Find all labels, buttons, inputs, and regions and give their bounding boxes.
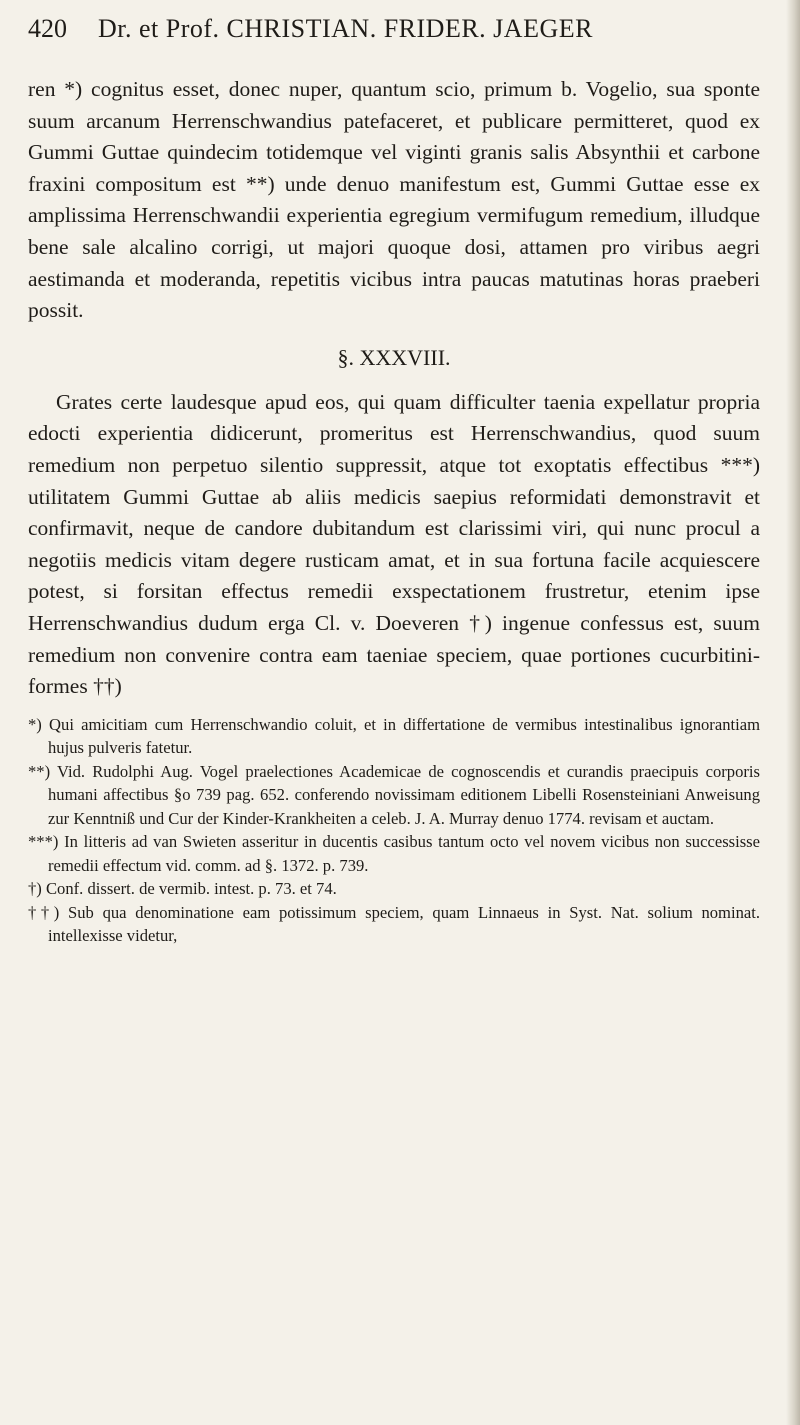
footnotes — [28, 713, 760, 948]
footnote: *) Qui amicitiam cum Herrenschwandio coluit, et in differtatione de vermibus intestinalibus ignorantiam hujus pulveris fatetur. — [28, 714, 760, 758]
footnote: ***) In litteris ad van Swieten asseritur in ducentis casibus tantum octo vel novem vicibus non successisse remedii effectum vid. comm. ad §. 1372. p. 739. — [28, 832, 760, 875]
paragraph-continuation: ren *) cognitus esset, donec nuper, quantum scio, primum b. Vogelio, sua sponte suum arcanum Herrenschwandius patefaceret, et publicare permitteret, quod ex Gummi Guttae quindecim totidemque vel viginti granis salis Absynthii et carbone fraxini compositum est **) unde denuo manifestum est, Gummi Guttae esse ex amplissima Herrenschwandii experientia egregium vermifugum remedium, illudque bene sale alcalino corrigi, ut majori quoque dosi, attamen pro viribus aegri aestimanda et moderanda, repetitis vicibus intra paucas matutinas horas praeberi possit. — [28, 77, 760, 323]
footnote: †) Conf. dissert. de vermib. intest. p. 73. et 74. — [28, 879, 337, 899]
main-text — [28, 74, 760, 703]
running-header — [28, 14, 760, 58]
running-title: Dr. et Prof. CHRISTIAN. FRIDER. JAEGER — [98, 14, 593, 43]
paragraph: Grates certe laudesque apud eos, qui quam difficulter taenia expellatur propria edocti experientia didicerunt, promeritus est Herrenschwandius, quod suum remedium non perpetuo silentio suppressit, atque tot exoptatis effectibus ***) utilitatem Gummi Guttae ab aliis medicis saepius reformidati demonstravit et confirmavit, neque de candore dubitandum est clarissimi viri, qui nunc procul a negotiis medicis vitam degere rusticam amat, et in sua fortuna facile acquiescere potest, si forsitan effectus remedii exspectationem frustretur, etenim ipse Herrenschwandius dudum erga Cl. v. Doeveren †) ingenue confessus est, suum remedium non convenire contra eam taeniae speciem, quae portiones cucurbitini-formes ††) — [28, 389, 760, 699]
page-edge-shadow — [786, 0, 800, 1425]
page-number: 420 — [28, 14, 67, 43]
section-heading: §. XXXVIII. — [337, 344, 451, 370]
footnote: ††) Sub qua denominatione eam potissimum speciem, quam Linnaeus in Syst. Nat. solium nominat. intellexisse videtur, — [28, 902, 760, 946]
footnote: **) Vid. Rudolphi Aug. Vogel praelectiones Academicae de cognoscendis et curandis praecipuis corporis humani affectibus §o 739 pag. 652. conferendo novissimam editionem Libelli Rosensteiniani Anweisung zur Kenntniß und Cur der Kinder-Krankheiten a celeb. J. A. Murray denuo 1774. revisam et auctam. — [28, 761, 760, 828]
